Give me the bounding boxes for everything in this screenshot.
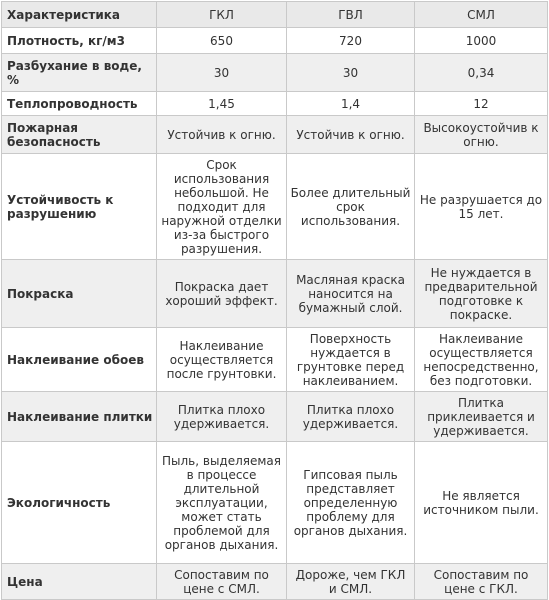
cell-gvl: Плитка плохо удерживается. [287,392,415,442]
table-header-row [2,2,548,28]
table-row-tiling [2,392,548,442]
cell-gvl: 30 [287,54,415,92]
cell-gvl: Масляная краска наносится на бумажный слой. [287,260,415,328]
cell-gkl: Пыль, выделяемая в процессе длительной эксплуатации, может стать проблемой для органов дыхания. [157,442,287,564]
cell-sml: Не разрушается до 15 лет. [415,154,548,260]
row-label: Экологичность [2,442,157,564]
cell-gvl: Поверхность нуждается в грунтовке перед наклеиванием. [287,328,415,392]
cell-gkl: Устойчив к огню. [157,116,287,154]
cell-gkl: 650 [157,28,287,54]
cell-gkl: 1,45 [157,92,287,116]
row-label: Плотность, кг/м3 [2,28,157,54]
header-gvl: ГВЛ [287,2,415,28]
table-row-durability [2,154,548,260]
header-characteristic: Характеристика [2,2,157,28]
cell-gvl: Гипсовая пыль представляет определенную проблему для органов дыхания. [287,442,415,564]
cell-sml: Не нуждается в предварительной подготовке к покраске. [415,260,548,328]
cell-sml: Наклеивание осуществляется непосредственно, без подготовки. [415,328,548,392]
cell-sml: Высокоустойчив к огню. [415,116,548,154]
row-label: Теплопроводность [2,92,157,116]
cell-sml: 0,34 [415,54,548,92]
cell-gkl: Плитка плохо удерживается. [157,392,287,442]
cell-sml: Не является источником пыли. [415,442,548,564]
cell-gvl: 1,4 [287,92,415,116]
cell-gkl: Наклеивание осуществляется после грунтовки. [157,328,287,392]
table-row-density [2,28,548,54]
cell-gkl: Сопоставим по цене с СМЛ. [157,564,287,600]
cell-sml: 12 [415,92,548,116]
cell-sml: Сопоставим по цене с ГКЛ. [415,564,548,600]
cell-gvl: 720 [287,28,415,54]
row-label: Покраска [2,260,157,328]
cell-gvl: Более длительный срок использования. [287,154,415,260]
cell-gkl: Срок использования небольшой. Не подходит для наружной отделки из-за быстрого разрушения. [157,154,287,260]
cell-gvl: Дороже, чем ГКЛ и СМЛ. [287,564,415,600]
header-gkl: ГКЛ [157,2,287,28]
row-label: Наклеивание обоев [2,328,157,392]
table-row-wallpaper [2,328,548,392]
table-row-painting [2,260,548,328]
cell-sml: 1000 [415,28,548,54]
cell-gvl: Устойчив к огню. [287,116,415,154]
table-row-swelling [2,54,548,92]
row-label: Наклеивание плитки [2,392,157,442]
table-row-ecology [2,442,548,564]
cell-gkl: Покраска дает хороший эффект. [157,260,287,328]
row-label: Цена [2,564,157,600]
table-row-thermal-conductivity [2,92,548,116]
comparison-table [1,1,548,600]
cell-gkl: 30 [157,54,287,92]
header-sml: СМЛ [415,2,548,28]
row-label: Разбухание в воде, % [2,54,157,92]
table-row-fire-safety [2,116,548,154]
cell-sml: Плитка приклеивается и удерживается. [415,392,548,442]
row-label: Пожарная безопасность [2,116,157,154]
table-row-price [2,564,548,600]
row-label: Устойчивость к разрушению [2,154,157,260]
